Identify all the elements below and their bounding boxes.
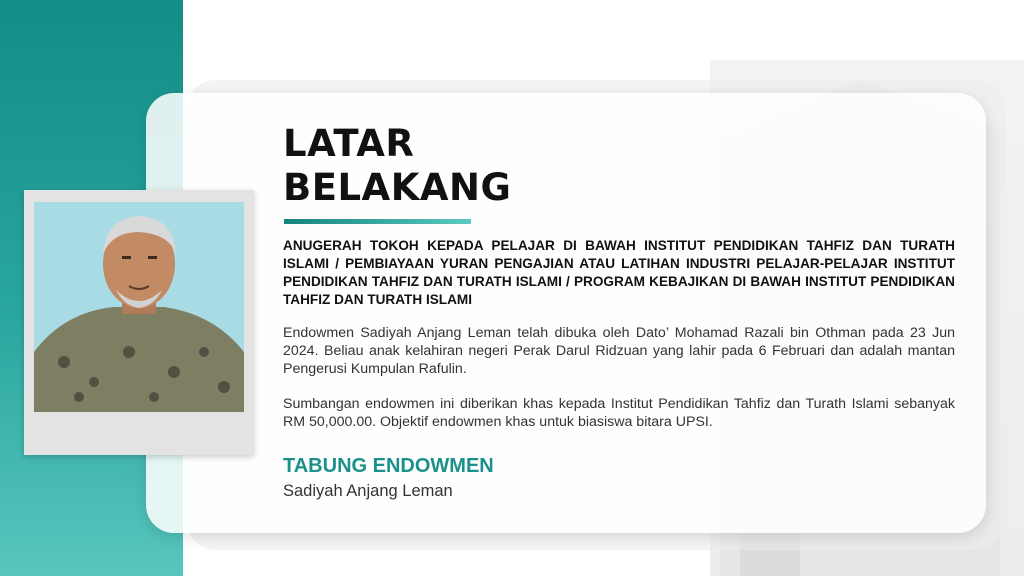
award-heading: ANUGERAH TOKOH KEPADA PELAJAR DI BAWAH INSTITUT PENDIDIKAN TAHFIZ DAN TURATH ISLAMI / PEMBIAYAAN YURAN PENGAJIAN ATAU LATIHAN INDUSTRI PELAJAR-PELAJAR INSTITUT PENDIDIKAN TAHFIZ DAN TURATH ISLAMI / PROGRAM KEBAJIKAN DI BAWAH INSTITUT PENDIDIKAN TAHFIZ DAN TURATH ISLAMI [283,238,955,307]
title-line-2: BELAKANG [283,166,512,209]
page-title [283,122,683,210]
title-line-1: LATAR [283,122,415,165]
background-paragraph-2: Sumbangan endowmen ini diberikan khas kepada Institut Pendidikan Tahfiz dan Turath Islami sebanyak RM 50,000.00. Objektif endowmen khas untuk biasiswa bitara UPSI. [283,396,955,430]
fund-label: TABUNG ENDOWMEN [283,455,494,477]
portrait-frame [24,190,254,455]
portrait-photo [34,202,244,412]
background-paragraph-1: Endowmen Sadiyah Anjang Leman telah dibuka oleh Dato’ Mohamad Razali bin Othman pada 23 Jun 2024. Beliau anak kelahiran negeri Perak Darul Ridzuan yang lahir pada 6 Februari dan adalah mantan Pengerusi Kumpulan Rafulin. [283,325,955,377]
fund-name: Sadiyah Anjang Leman [283,482,453,500]
title-underline [284,219,471,224]
